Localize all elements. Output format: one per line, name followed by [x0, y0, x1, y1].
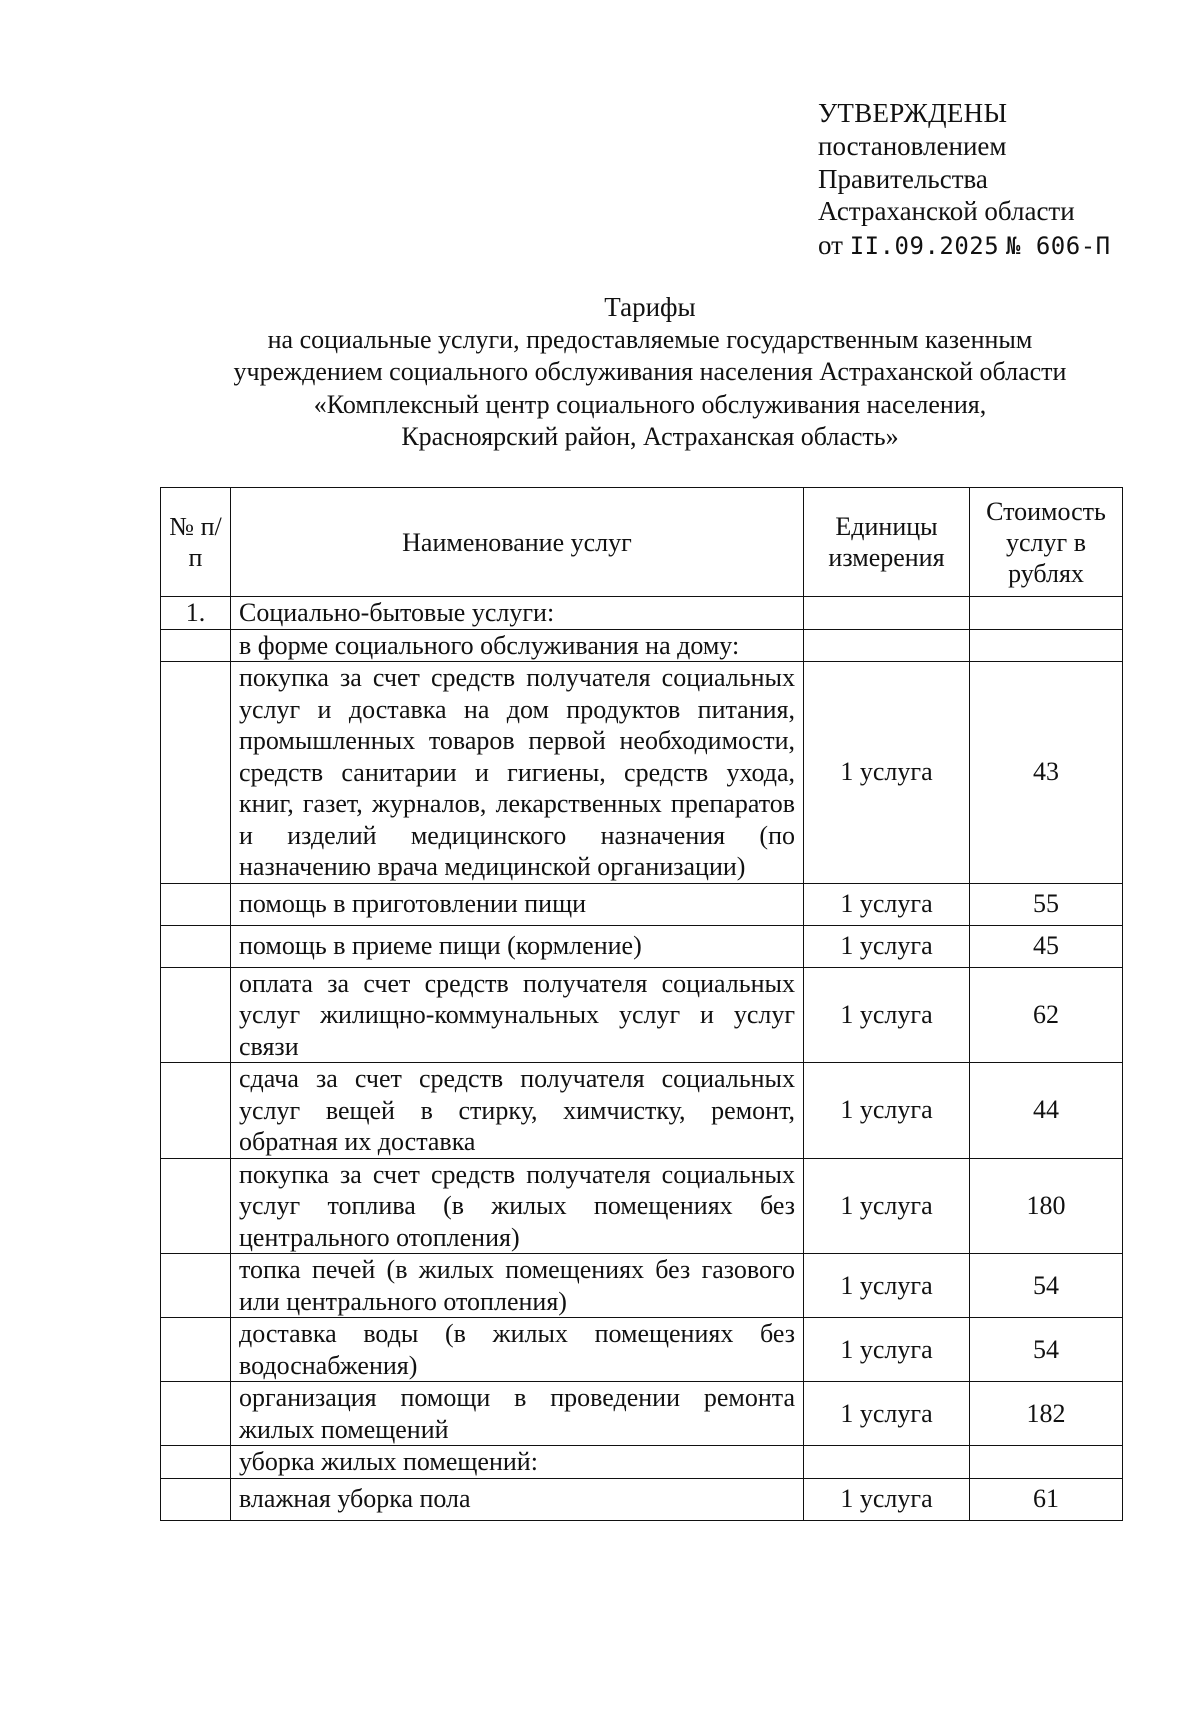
header-cost: Стоимость услуг в рублях [970, 488, 1123, 597]
cell-cost: 44 [970, 1063, 1123, 1159]
table-row [161, 883, 1123, 925]
table-row [161, 1478, 1123, 1520]
cell-name: покупка за счет средств получателя социальных услуг и доставка на дом продуктов питания, промышленных товаров первой необходимости, средств санитарии и гигиены, средств ухода, книг, газет, журналов, лекарственных препаратов и изделий медицинского назначения (по назначению врача медицинской организации) [231, 662, 804, 884]
cell-cost: 54 [970, 1254, 1123, 1318]
cell-cost [970, 597, 1123, 630]
title-line-4: Красноярский район, Астраханская область» [401, 421, 899, 451]
cell-cost: 180 [970, 1158, 1123, 1254]
cell-unit: 1 услуга [804, 1158, 970, 1254]
table-row [161, 629, 1123, 662]
approval-block [818, 96, 1158, 263]
cell-name: покупка за счет средств получателя социальных услуг топлива (в жилых помещениях без центрального отопления) [231, 1158, 804, 1254]
cell-num [161, 967, 231, 1063]
cell-unit: 1 услуга [804, 1478, 970, 1520]
title-line-2: учреждением социального обслуживания населения Астраханской области [233, 357, 1067, 387]
table-row [161, 1446, 1123, 1479]
approval-date-line [818, 228, 1158, 263]
cell-cost: 43 [970, 662, 1123, 884]
cell-unit: 1 услуга [804, 883, 970, 925]
cell-cost: 182 [970, 1382, 1123, 1446]
cell-num [161, 925, 231, 967]
table-row [161, 597, 1123, 630]
cell-cost: 45 [970, 925, 1123, 967]
cell-unit: 1 услуга [804, 662, 970, 884]
table-row [161, 1254, 1123, 1318]
cell-num [161, 662, 231, 884]
table-row [161, 1318, 1123, 1382]
cell-num: 1. [161, 597, 231, 630]
cell-name: организация помощи в проведении ремонта жилых помещений [231, 1382, 804, 1446]
table-body [161, 597, 1123, 1521]
title-main: Тарифы [604, 292, 696, 322]
header-num: № п/п [161, 488, 231, 597]
cell-unit: 1 услуга [804, 1254, 970, 1318]
tariffs-table [160, 487, 1123, 1521]
cell-cost: 62 [970, 967, 1123, 1063]
cell-num [161, 1254, 231, 1318]
cell-name: помощь в приеме пищи (кормление) [231, 925, 804, 967]
cell-num [161, 883, 231, 925]
table-row [161, 1158, 1123, 1254]
cell-cost: 61 [970, 1478, 1123, 1520]
cell-name: Социально-бытовые услуги: [231, 597, 804, 630]
cell-unit: 1 услуга [804, 967, 970, 1063]
cell-name: помощь в приготовлении пищи [231, 883, 804, 925]
cell-name: доставка воды (в жилых помещениях без водоснабжения) [231, 1318, 804, 1382]
cell-name: топка печей (в жилых помещениях без газового или центрального отопления) [231, 1254, 804, 1318]
cell-num [161, 1478, 231, 1520]
header-unit: Единицы измерения [804, 488, 970, 597]
cell-cost: 54 [970, 1318, 1123, 1382]
approval-date-prefix: от [818, 229, 843, 260]
cell-unit: 1 услуга [804, 925, 970, 967]
cell-name: сдача за счет средств получателя социальных услуг вещей в стирку, химчистку, ремонт, обратная их доставка [231, 1063, 804, 1159]
table-row [161, 967, 1123, 1063]
cell-cost [970, 1446, 1123, 1479]
title-line-3: «Комплексный центр социального обслуживания населения, [313, 389, 987, 419]
cell-num [161, 629, 231, 662]
document-title [140, 290, 1160, 453]
table-row [161, 1382, 1123, 1446]
cell-unit: 1 услуга [804, 1382, 970, 1446]
cell-name: уборка жилых помещений: [231, 1446, 804, 1479]
cell-num [161, 1063, 231, 1159]
title-line-1: на социальные услуги, предоставляемые государственным казенным [267, 325, 1033, 354]
approval-date: II.09.2025 [849, 231, 1000, 260]
cell-name: оплата за счет средств получателя социальных услуг жилищно-коммунальных услуг и услуг связи [231, 967, 804, 1063]
cell-name: в форме социального обслуживания на дому: [231, 629, 804, 662]
cell-cost [970, 629, 1123, 662]
cell-unit [804, 1446, 970, 1479]
cell-unit: 1 услуга [804, 1063, 970, 1159]
cell-unit: 1 услуга [804, 1318, 970, 1382]
cell-unit [804, 597, 970, 630]
cell-num [161, 1446, 231, 1479]
approval-line-resolution: постановлением [818, 131, 1007, 161]
approval-line-region: Астраханской области [818, 196, 1075, 226]
cell-cost: 55 [970, 883, 1123, 925]
cell-name: влажная уборка пола [231, 1478, 804, 1520]
table-row [161, 662, 1123, 884]
header-name: Наименование услуг [231, 488, 804, 597]
approval-line-government: Правительства [818, 163, 988, 194]
table-row [161, 925, 1123, 967]
cell-num [161, 1382, 231, 1446]
approval-heading: УТВЕРЖДЕНЫ [818, 98, 1008, 128]
cell-unit [804, 629, 970, 662]
table-header-row [161, 488, 1123, 597]
table-row [161, 1063, 1123, 1159]
cell-num [161, 1158, 231, 1254]
approval-number: № 606-П [1005, 231, 1111, 260]
cell-num [161, 1318, 231, 1382]
